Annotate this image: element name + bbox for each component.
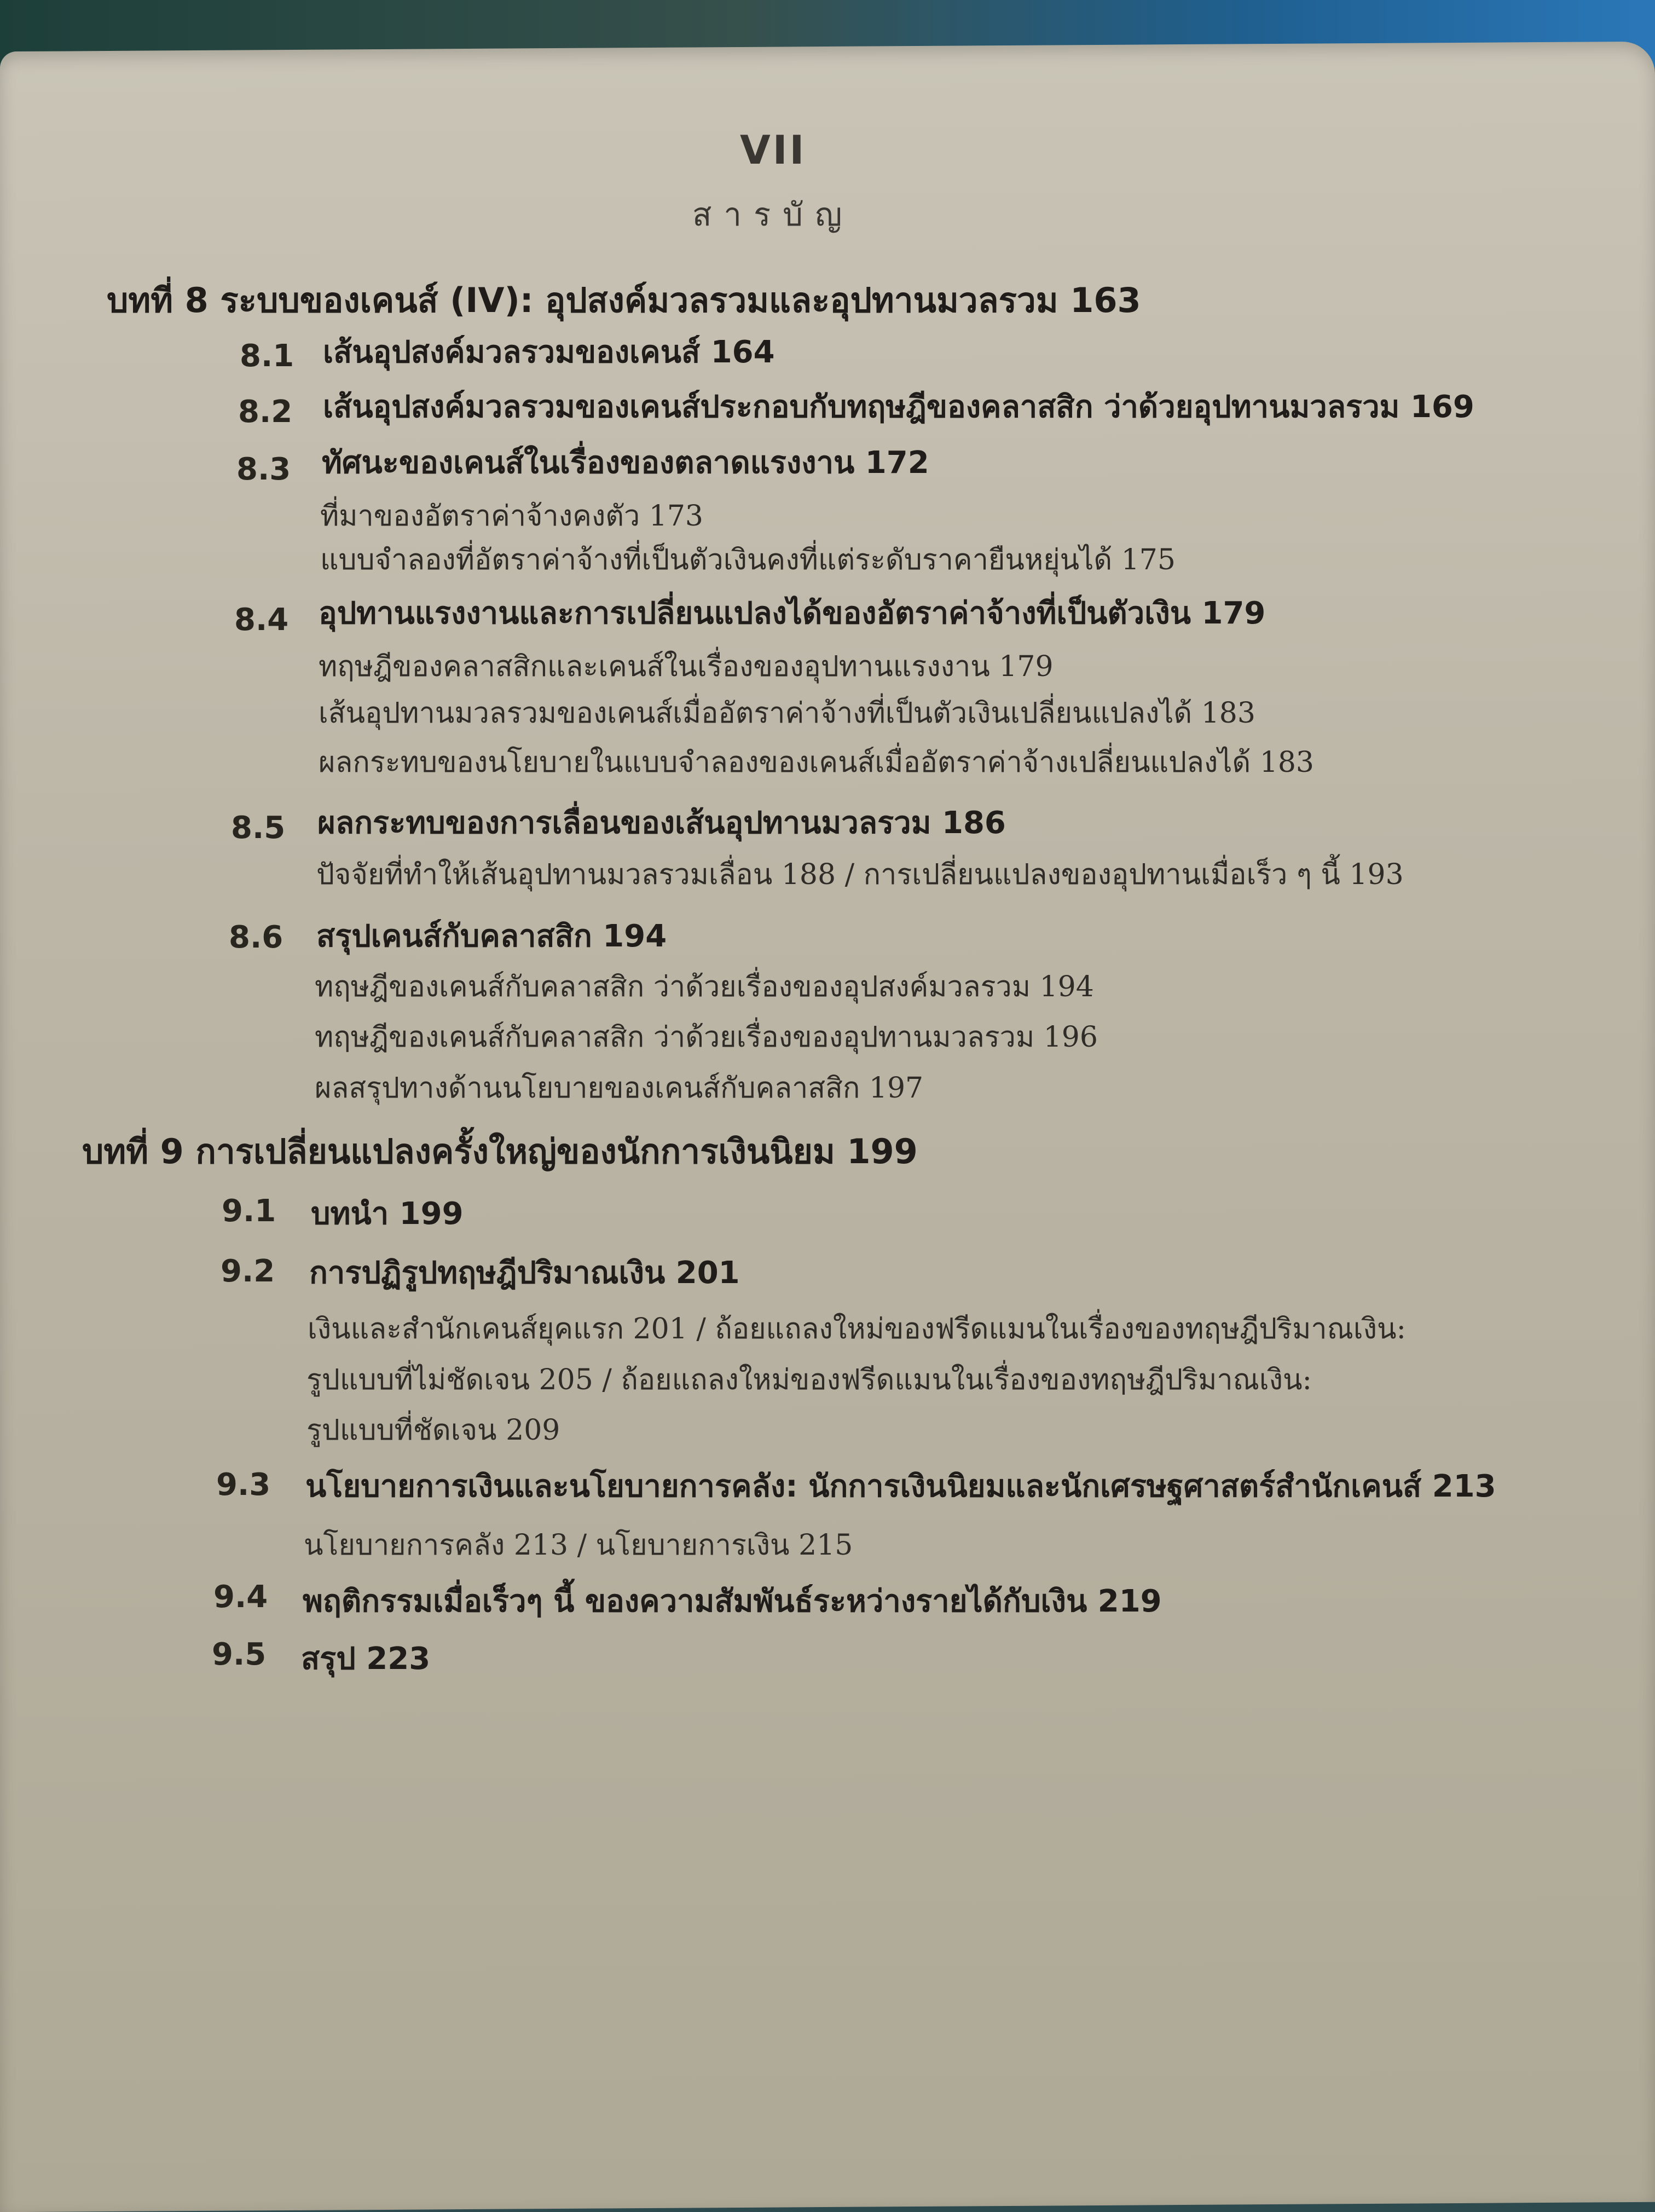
subsection: เส้นอุปทานมวลรวมของเคนส์เมื่ออัตราค่าจ้างที่เป็นตัวเงินเปลี่ยนแปลงได้ 183	[319, 697, 1255, 730]
section-number: 9.4	[213, 1579, 268, 1615]
toc-title: สารบัญ	[692, 196, 854, 233]
subsection: แบบจำลองที่อัตราค่าจ้างที่เป็นตัวเงินคงที่แต่ระดับราคายืนหยุ่นได้ 175	[320, 544, 1176, 576]
section-number: 9.1	[222, 1193, 276, 1229]
section-8-3: ทัศนะของเคนส์ในเรื่องของตลาดแรงงาน 172	[322, 445, 929, 481]
section-8-4: อุปทานแรงงานและการเปลี่ยนแปลงได้ของอัตราค่าจ้างที่เป็นตัวเงิน 179	[319, 596, 1266, 631]
section-8-1: เส้นอุปสงค์มวลรวมของเคนส์ 164	[323, 334, 775, 370]
section-8-5: ผลกระทบของการเลื่อนของเส้นอุปทานมวลรวม 186	[317, 805, 1006, 841]
section-number: 9.2	[221, 1254, 275, 1289]
page-number: VII	[740, 127, 807, 173]
subsection: รูปแบบที่ชัดเจน 209	[306, 1414, 560, 1447]
subsection: ทฤษฎีของเคนส์กับคลาสสิก ว่าด้วยเรื่องของอุปสงค์มวลรวม 194	[315, 971, 1094, 1003]
section-9-5: สรุป 223	[301, 1641, 431, 1677]
section-number: 8.3	[236, 452, 291, 487]
subsection: ที่มาของอัตราค่าจ้างคงตัว 173	[320, 500, 704, 533]
section-8-2: เส้นอุปสงค์มวลรวมของเคนส์ประกอบกับทฤษฎีของคลาสสิก ว่าด้วยอุปทานมวลรวม 169	[323, 389, 1474, 425]
section-number: 8.4	[234, 602, 289, 638]
subsection: รูปแบบที่ไม่ชัดเจน 205 / ถ้อยแถลงใหม่ของฟรีดแมนในเรื่องของทฤษฎีปริมาณเงิน:	[306, 1364, 1312, 1396]
subsection: ผลสรุปทางด้านนโยบายของเคนส์กับคลาสสิก 197	[315, 1072, 924, 1105]
section-number: 8.6	[229, 920, 283, 955]
chapter-9-heading: บทที่ 9 การเปลี่ยนแปลงครั้งใหญ่ของนักการเงินนิยม 199	[82, 1131, 918, 1171]
subsection: ทฤษฎีของคลาสสิกและเคนส์ในเรื่องของอุปทานแรงงาน 179	[319, 650, 1054, 683]
subsection: ทฤษฎีของเคนส์กับคลาสสิก ว่าด้วยเรื่องของอุปทานมวลรวม 196	[315, 1021, 1098, 1054]
subsection: นโยบายการคลัง 213 / นโยบายการเงิน 215	[304, 1529, 853, 1562]
section-9-3: นโยบายการเงินและนโยบายการคลัง: นักการเงินนิยมและนักเศรษฐศาสตร์สำนักเคนส์ 213	[305, 1469, 1496, 1504]
subsection: ผลกระทบของนโยบายในแบบจำลองของเคนส์เมื่ออัตราค่าจ้างเปลี่ยนแปลงได้ 183	[319, 746, 1314, 779]
section-number: 9.5	[212, 1637, 267, 1672]
section-number: 9.3	[216, 1467, 271, 1503]
section-number: 8.5	[231, 810, 286, 846]
subsection: เงินและสำนักเคนส์ยุคแรก 201 / ถ้อยแถลงใหม่ของฟรีดแมนในเรื่องของทฤษฎีปริมาณเงิน:	[308, 1313, 1407, 1345]
section-number: 8.1	[240, 338, 294, 374]
subsection: ปัจจัยที่ทำให้เส้นอุปทานมวลรวมเลื่อน 188 / การเปลี่ยนแปลงของอุปทานเมื่อเร็ว ๆ นี้ 193	[316, 858, 1404, 891]
section-9-2: การปฏิรูปทฤษฎีปริมาณเงิน 201	[309, 1255, 740, 1291]
section-9-1: บทนำ 199	[311, 1196, 464, 1232]
section-8-6: สรุปเคนส์กับคลาสสิก 194	[316, 919, 667, 954]
section-number: 8.2	[238, 394, 293, 430]
section-9-4: พฤติกรรมเมื่อเร็วๆ นี้ ของความสัมพันธ์ระหว่างรายได้กับเงิน 219	[303, 1584, 1162, 1619]
chapter-8-heading: บทที่ 8 ระบบของเคนส์ (IV): อุปสงค์มวลรวมและอุปทานมวลรวม 163	[107, 280, 1141, 320]
